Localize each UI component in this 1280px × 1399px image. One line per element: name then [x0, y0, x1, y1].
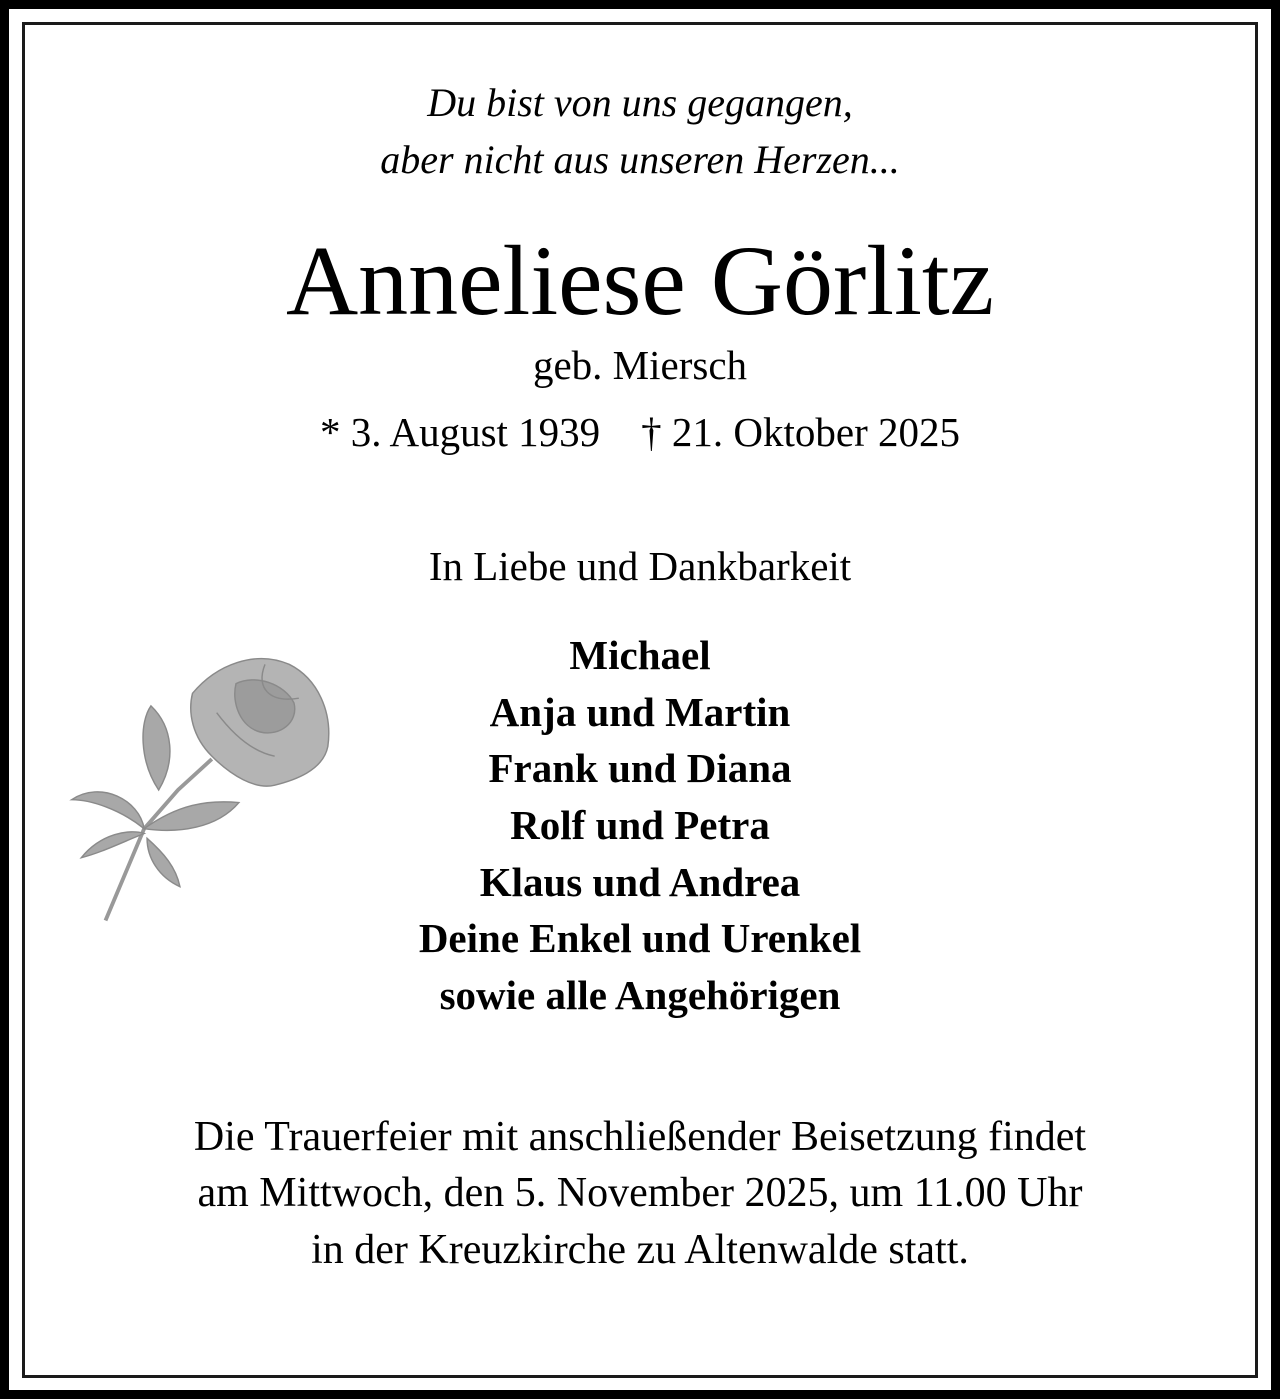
quote-line-1: Du bist von uns gegangen, — [427, 80, 853, 125]
mourner: Anja und Martin — [489, 689, 791, 735]
death-date: † 21. Oktober 2025 — [641, 409, 961, 455]
closing-phrase: In Liebe und Dankbarkeit — [428, 543, 852, 589]
mourner: Michael — [569, 632, 711, 678]
maiden-name: geb. Miersch — [532, 342, 748, 388]
mourner: Frank und Diana — [488, 745, 792, 791]
funeral-info-line-2: am Mittwoch, den 5. November 2025, um 11.00 Uhr — [197, 1170, 1083, 1216]
mourner: Deine Enkel und Urenkel — [418, 915, 862, 961]
life-dates — [0, 407, 1280, 457]
funeral-info-line-3: in der Kreuzkirche zu Altenwalde statt. — [311, 1227, 969, 1273]
rose-illustration — [62, 645, 352, 935]
deceased-name: Anneliese Görlitz — [285, 225, 995, 336]
mourner: Rolf und Petra — [510, 802, 770, 848]
funeral-info-line-1: Die Trauerfeier mit anschließender Beisetzung findet — [193, 1114, 1087, 1160]
quote-line-2: aber nicht aus unseren Herzen... — [380, 137, 900, 182]
birth-date: * 3. August 1939 — [319, 409, 601, 455]
mourner: sowie alle Angehörigen — [439, 972, 841, 1018]
mourner: Klaus und Andrea — [479, 859, 801, 905]
